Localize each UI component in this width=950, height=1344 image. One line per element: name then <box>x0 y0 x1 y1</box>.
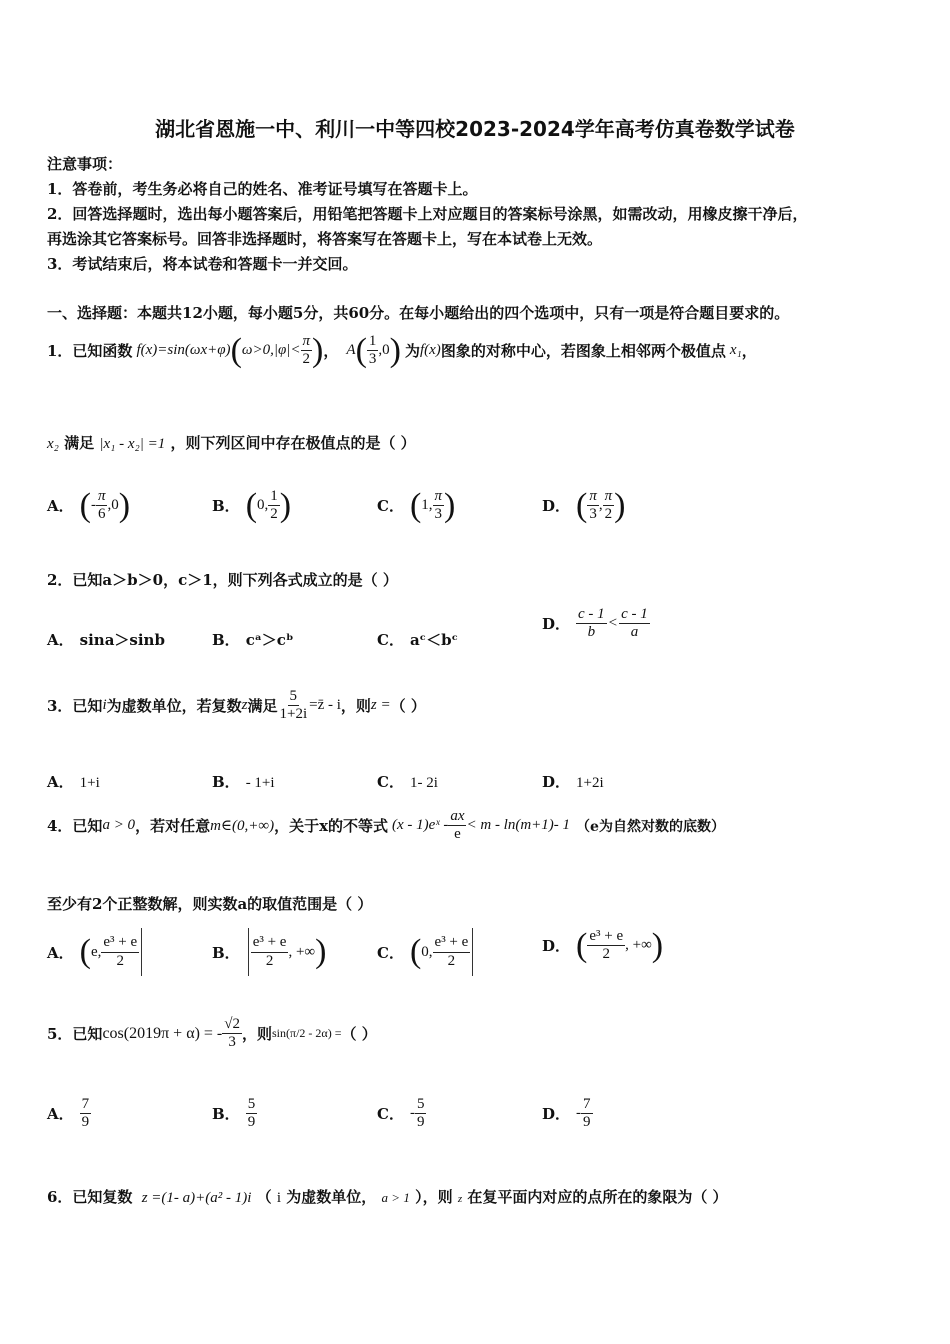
q5-b-label: B． <box>212 1105 240 1124</box>
q1-d-frac-1: $\frac{\pi}{3}$ <box>589 488 597 523</box>
q4-cond-a: a > 0 <box>102 817 136 834</box>
q3-b-text: - 1+i <box>245 775 275 791</box>
q5-a-frac: $\frac{7}{9}$ <box>81 1096 90 1131</box>
section-1-heading: 一、选择题：本题共12小题，每小题5分，共60分。在每小题给出的四个选项中，只有一项是符合题目要求的。 <box>47 304 790 322</box>
q3-i: i <box>102 697 107 714</box>
q2-option-c[interactable] <box>377 629 458 650</box>
q4-rhs: < m - ln(m+1)- 1 <box>466 817 571 834</box>
q2-b-text: cᵃ＞cᵇ <box>245 631 294 649</box>
q3-z: z <box>241 697 248 714</box>
q5-b-frac: $\frac{5}{9}$ <box>247 1096 256 1131</box>
q1-b-pre: 0, <box>257 497 269 514</box>
q1-a-open: ( <box>79 486 91 524</box>
q1-option-b[interactable] <box>212 488 291 524</box>
q3-rhs: =z̄ - i <box>309 697 341 714</box>
q5-expr: sin(π/2 - 2α) = <box>272 1026 342 1041</box>
q4-d-post: , +∞ <box>625 937 652 954</box>
q1-x2: x₂ <box>47 436 59 452</box>
q3-b-label: B． <box>212 773 240 791</box>
q1-d-open: ( <box>576 486 588 524</box>
q5-text-2: （ ） <box>341 1025 377 1044</box>
q1-d-close: ) <box>614 486 626 524</box>
q5-c-frac: $\frac{5}{9}$ <box>416 1096 425 1131</box>
q4-text-2: ，关于x的不等式 <box>274 817 389 836</box>
q2-d-frac-1: $\frac{c - 1}{b}$ <box>578 606 605 641</box>
q1-point-a: A <box>346 342 356 359</box>
question-1-line-2 <box>47 432 416 453</box>
q4-text-1: ，若对任意 <box>135 817 211 836</box>
q3-option-b[interactable] <box>212 771 275 792</box>
q3-text-3: ，则 <box>340 697 371 716</box>
notice-heading: 注意事项： <box>47 155 123 173</box>
q1-a-frac: $\frac{\pi}{6}$ <box>97 488 106 523</box>
q2-d-frac-2: $\frac{c - 1}{a}$ <box>621 606 648 641</box>
q2-c-text: aᶜ＜bᶜ <box>409 631 458 649</box>
q3-option-d[interactable] <box>542 771 604 792</box>
q3-option-c[interactable] <box>377 771 438 792</box>
q3-c-text: 1- 2i <box>409 775 438 791</box>
q4-option-b[interactable] <box>212 928 326 976</box>
notice-item-1: 1．答卷前，考生务必将自己的姓名、准考证号填写在答题卡上。 <box>47 180 478 198</box>
q4-option-c[interactable] <box>377 928 475 976</box>
q3-c-label: C． <box>377 773 404 791</box>
q5-a-label: A． <box>47 1105 74 1124</box>
q4-b-post: , +∞ <box>288 943 316 960</box>
q5-text-1: ，则 <box>242 1025 273 1044</box>
q4-a-label: A． <box>47 943 74 962</box>
q5-d-label: D． <box>542 1105 571 1124</box>
q1-b-label: B． <box>212 497 240 516</box>
q6-z: z <box>457 1193 463 1205</box>
q3-a-label: A． <box>47 773 74 791</box>
question-5 <box>47 1016 377 1052</box>
q1-a-label: A． <box>47 497 74 516</box>
q1-option-a[interactable] <box>47 488 130 524</box>
q1-function: f(x)=sin(ωx+φ) <box>136 342 231 359</box>
q1-c-open: ( <box>409 486 422 524</box>
q1-a-neg: - <box>90 497 96 514</box>
q4-d-label: D． <box>542 937 571 956</box>
q1-a-paren-close: ) <box>389 331 401 369</box>
q5-option-a[interactable] <box>47 1096 91 1132</box>
q4-c-frac: $\frac{\text{e³ + e}}{2}$ <box>434 934 469 969</box>
q5-prefix: 5．已知 <box>47 1025 103 1044</box>
q4-b-frac: $\frac{\text{e³ + e}}{2}$ <box>252 934 287 969</box>
q2-b-label: B． <box>212 631 240 649</box>
exam-title: 湖北省恩施一中、利川一中等四校2023-2024学年高考仿真卷数学试卷 <box>155 117 795 141</box>
notice-item-2: 2．回答选择题时，选出每小题答案后，用铅笔把答题卡上对应题目的答案标号涂黑，如需改动，用橡皮擦干净后， <box>47 205 808 223</box>
q3-z-equals: z = <box>370 697 391 714</box>
q4-b-bracket <box>248 928 249 976</box>
q1-c-close: ) <box>444 486 456 524</box>
q4-b-label: B． <box>212 943 240 962</box>
q1-condition: ω>0,|φ|< <box>241 342 301 359</box>
q4-b-close: ) <box>315 933 327 970</box>
q5-d-frac: $\frac{7}{9}$ <box>583 1096 591 1131</box>
q1-text-4: ，则下列区间中存在极值点的是（ ） <box>170 434 416 452</box>
q3-fraction: $\frac{5}{1+2i}$ <box>279 688 308 723</box>
q1-text-2: 图象的对称中心，若图象上相邻两个极值点 <box>440 342 726 361</box>
q4-c-bracket <box>472 928 473 976</box>
q4-c-pre: 0, <box>421 943 433 960</box>
q3-text-1: 为虚数单位，若复数 <box>106 697 242 716</box>
q1-paren-open: ( <box>230 331 242 369</box>
question-1-line-1 <box>47 333 757 369</box>
q1-tail: ， <box>741 342 757 361</box>
q1-a-paren-open: ( <box>355 331 367 369</box>
q4-d-frac: $\frac{\text{e³ + e}}{2}$ <box>589 928 624 963</box>
q6-text-1: （ <box>256 1188 272 1206</box>
q3-option-a[interactable] <box>47 771 100 792</box>
q1-d-sep: , <box>598 497 603 514</box>
q4-a-bracket <box>141 928 142 976</box>
q3-d-label: D． <box>542 773 571 791</box>
q5-c-label: C． <box>377 1105 404 1124</box>
q1-comma: ， <box>323 342 339 361</box>
q4-a-pre: e, <box>90 943 102 960</box>
q1-option-d[interactable] <box>542 488 625 524</box>
q1-option-c[interactable] <box>377 488 455 524</box>
question-3 <box>47 688 426 724</box>
q4-fraction: $\frac{ax}{e}$ <box>450 808 465 843</box>
q1-paren-close: ) <box>312 331 324 369</box>
q4-c-label: C． <box>377 943 404 962</box>
q4-d-open: ( <box>576 926 588 964</box>
q1-a-close: ) <box>118 486 131 524</box>
q6-prefix: 6．已知复数 <box>47 1188 133 1206</box>
q1-zero: ,0 <box>378 342 390 359</box>
q1-abs-expr: |x₁ - x₂| =1 <box>99 436 166 452</box>
q3-d-text: 1+2i <box>576 775 604 791</box>
q1-c-frac: $\frac{\pi}{3}$ <box>434 488 443 523</box>
q6-expr: z =(1- a)+(a² - 1)i <box>141 1190 252 1206</box>
q4-text-3: （e为自然对数的底数） <box>576 818 725 835</box>
q1-prefix: 1．已知函数 <box>47 342 133 361</box>
q1-pi-over-2: $\frac{\pi}{2}$ <box>302 333 311 368</box>
q6-text-2: 为虚数单位， <box>286 1188 377 1206</box>
q5-fraction: $\frac{√2}{3}$ <box>224 1016 240 1051</box>
question-2: 2．已知a＞b＞0，c＞1，则下列各式成立的是（ ） <box>47 571 398 589</box>
q1-b-open: ( <box>245 486 258 524</box>
q4-lhs: (x - 1)eˣ - <box>392 817 449 834</box>
q1-fx: f(x) <box>419 342 441 359</box>
q5-c-neg: - <box>409 1105 415 1122</box>
q2-d-label: D． <box>542 615 571 634</box>
q5-option-d[interactable] <box>542 1096 593 1132</box>
question-6 <box>47 1186 728 1207</box>
q1-d-frac-2: $\frac{\pi}{2}$ <box>604 488 613 523</box>
q1-one-third: $\frac{1}{3}$ <box>368 333 377 368</box>
q1-a-rest: ,0 <box>107 497 119 514</box>
q1-b-close: ) <box>279 486 292 524</box>
q2-option-d[interactable] <box>542 606 650 642</box>
q1-text-3: 满足 <box>64 434 95 452</box>
q5-option-b[interactable] <box>212 1096 257 1132</box>
q1-text-1: 为 <box>404 342 420 361</box>
q5-option-c[interactable] <box>377 1096 426 1132</box>
notice-item-3: 3．考试结束后，将本试卷和答题卡一并交回。 <box>47 255 358 273</box>
q1-x1: x₁ <box>729 342 742 359</box>
q2-a-text: sina＞sinb <box>79 631 165 649</box>
q3-text-2: 满足 <box>247 697 278 716</box>
question-4-line-2: 至少有2个正整数解，则实数a的取值范围是（ ） <box>47 895 373 913</box>
q4-option-d[interactable] <box>542 928 663 964</box>
q6-text-3: ），则 <box>415 1188 453 1206</box>
q5-d-neg: - <box>576 1105 582 1122</box>
q2-a-label: A． <box>47 631 74 649</box>
q6-cond: a > 1 <box>381 1190 410 1205</box>
q4-c-open: ( <box>409 933 422 970</box>
q4-a-open: ( <box>79 933 91 970</box>
q2-c-label: C． <box>377 631 404 649</box>
q1-c-label: C． <box>377 497 404 516</box>
q5-lhs: cos(2019π + α) = - <box>102 1024 223 1042</box>
q1-c-pre: 1, <box>421 497 433 514</box>
q3-text-4: （ ） <box>390 697 426 716</box>
q4-cond-m: m∈(0,+∞) <box>210 818 275 835</box>
q4-a-frac: $\frac{\text{e³ + e}}{2}$ <box>103 934 138 969</box>
q6-i: i <box>276 1190 282 1206</box>
question-4-line-1 <box>47 808 725 844</box>
q2-option-a[interactable] <box>47 629 165 650</box>
q4-d-close: ) <box>651 926 664 964</box>
q2-d-lt: < <box>608 615 618 632</box>
q3-prefix: 3．已知 <box>47 697 103 716</box>
q1-b-frac: $\frac{1}{2}$ <box>270 488 278 523</box>
q1-d-label: D． <box>542 497 571 516</box>
q4-option-a[interactable] <box>47 928 144 976</box>
notice-item-2-cont: 再选涂其它答案标号。回答非选择题时，将答案写在答题卡上，写在本试卷上无效。 <box>47 230 603 248</box>
q2-option-b[interactable] <box>212 629 293 650</box>
q3-a-text: 1+i <box>79 775 100 791</box>
q4-prefix: 4．已知 <box>47 817 103 836</box>
q6-text-4: 在复平面内对应的点所在的象限为（ ） <box>467 1188 728 1206</box>
